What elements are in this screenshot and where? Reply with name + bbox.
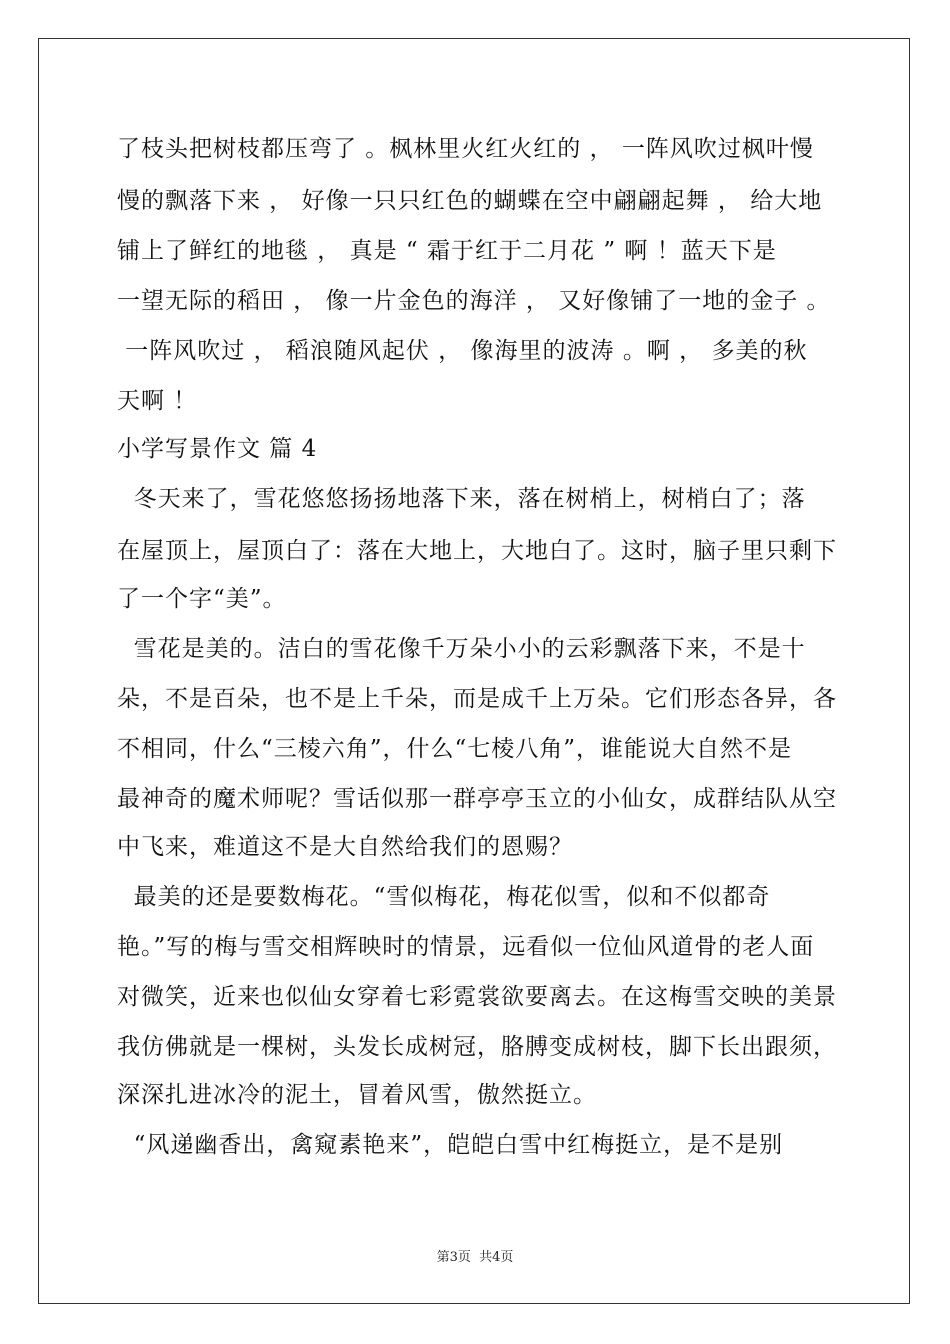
text-line: 天啊 ！ [117,388,198,414]
text-line: 不相同，什么“三棱六角”，什么“七棱八角”，谁能说大自然不是 [117,736,793,762]
text-line: 慢的飘落下来 ， 好像一只只红色的蝴蝶在空中翩翩起舞 ， 给大地 [117,188,823,214]
text-line: 对微笑，近来也似仙女穿着七彩霓裳欲要离去。在这梅雪交映的美景 [117,984,837,1010]
text-line: 在屋顶上，屋顶白了：落在大地上，大地白了。这时，脑子里只剩下 [117,538,837,564]
text-line: 了枝头把树枝都压弯了 。枫林里火红火红的 ， 一阵风吹过枫叶慢 [117,136,814,162]
text-line: 中飞来，难道这不是大自然给我们的恩赐？ [117,834,573,860]
text-line: 冬天来了，雪花悠悠扬扬地落下来，落在树梢上，树梢白了；落 [117,486,806,512]
text-line: 最美的还是要数梅花。“雪似梅花，梅花似雪，似和不似都奇 [117,884,771,910]
text-line: 一阵风吹过 ， 稻浪随风起伏 ， 像海里的波涛 。啊 ， 多美的秋 [117,338,808,364]
page-number: 第3页 共4页 [436,1250,514,1265]
text-line: 朵，不是百朵，也不是上千朵，而是成千上万朵。它们形态各异，各 [117,686,837,712]
text-line: 雪花是美的。洁白的雪花像千万朵小小的云彩飘落下来，不是十 [117,636,806,662]
section-heading: 小学写景作文 篇 4 [117,436,318,462]
text-line: 最神奇的魔术师呢？雪话似那一群亭亭玉立的小仙女，成群结队从空 [117,786,837,812]
text-line: 我仿佛就是一棵树，头发长成树冠，胳膊变成树枝，脚下长出跟须， [117,1034,837,1060]
text-line: 一望无际的稻田 ， 像一片金色的海洋 ， 又好像铺了一地的金子 。 [117,288,831,314]
page-border [38,38,910,1304]
text-line: 深深扎进冰冷的泥土，冒着风雪，傲然挺立。 [117,1082,597,1108]
text-line: 了一个字“美”。 [117,586,287,612]
text-line: 铺上了鲜红的地毯 ， 真是 “ 霜于红于二月花 ” 啊 ！蓝天下是 [117,238,777,264]
text-line: “风递幽香出，禽窥素艳来”，皑皑白雪中红梅挺立，是不是别 [117,1132,784,1158]
text-line: 艳。”写的梅与雪交相辉映时的情景，远看似一位仙风道骨的老人面 [117,934,815,960]
